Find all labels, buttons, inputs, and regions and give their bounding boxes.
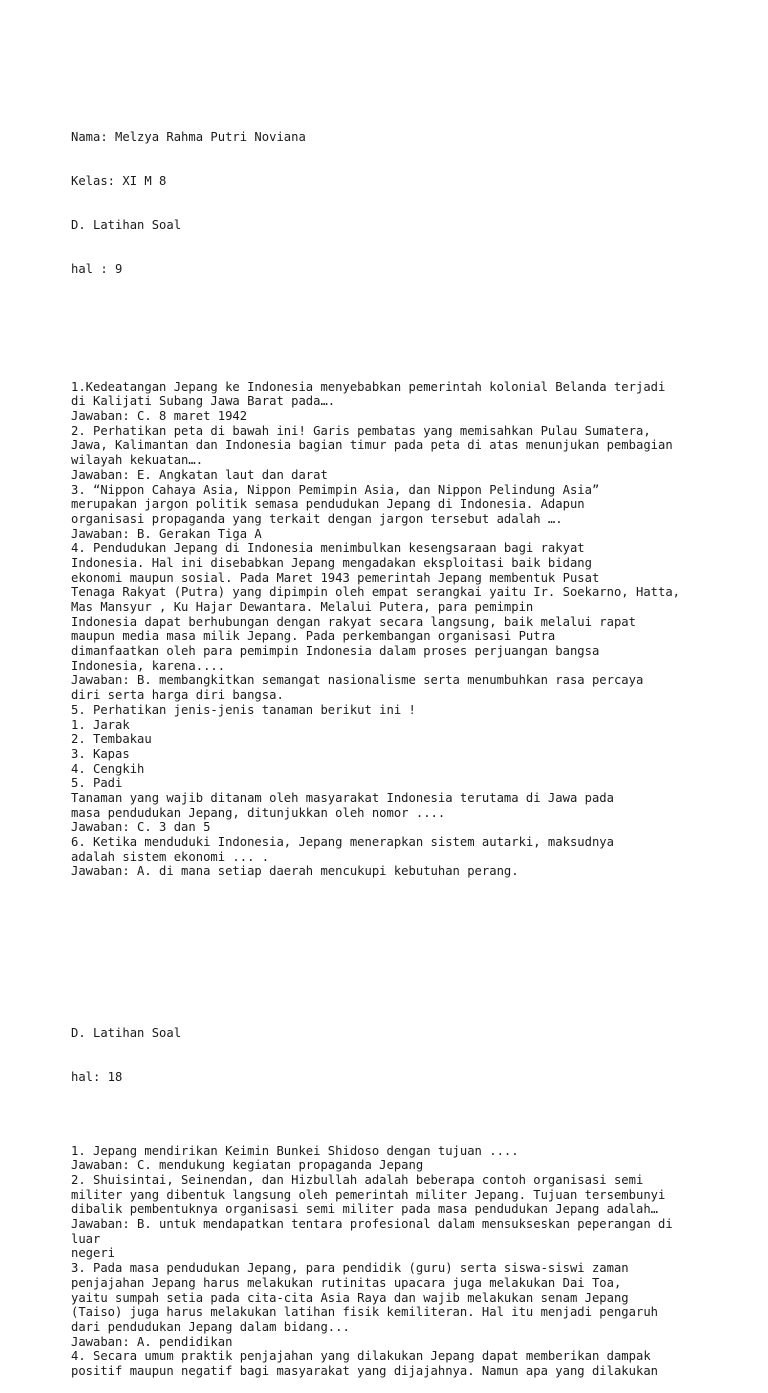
text-line: (Taiso) juga harus melakukan latihan fisik kemiliteran. Hal itu menjadi pengaruh [71,1305,658,1320]
text-line: Jawaban: A. pendidikan [71,1334,233,1349]
text-line: Jawaban: B. Gerakan Tiga A [71,526,262,541]
text-line: maupun media masa milik Jepang. Pada perkembangan organisasi Putra [71,629,556,644]
text-line: di Kalijati Subang Jawa Barat pada…. [71,394,336,409]
spacer [71,908,761,923]
text-line: 3. “Nippon Cahaya Asia, Nippon Pemimpin Asia, dan Nippon Pelindung Asia” [71,482,600,497]
text-line: 4. Cengkih [71,761,145,776]
text-line: positif maupun negatif bagi masyarakat yang dijajahnya. Namun apa yang dilakukan [71,1363,658,1378]
question-list-1 [71,380,761,879]
text-line: 1. Jarak [71,717,130,732]
text-line: 2. Tembakau [71,732,152,747]
student-name: Nama: Melzya Rahma Putri Noviana [71,129,306,144]
text-line: wilayah kekuatan…. [71,453,204,468]
text-line: 1. Jepang mendirikan Keimin Bunkei Shidoso dengan tujuan .... [71,1143,519,1158]
text-line: Indonesia. Hal ini disebabkan Jepang mengadakan eksploitasi baik bidang [71,555,592,570]
spacer [71,336,761,351]
text-line: 5. Padi [71,776,123,791]
text-line: 3. Pada masa pendudukan Jepang, para pendidik (guru) serta siswa-siswi zaman [71,1261,629,1276]
text-line: Jawaban: A. di mana setiap daerah mencukupi kebutuhan perang. [71,864,519,879]
text-line: penjajahan Jepang harus melakukan rutinitas upacara juga melakukan Dai Toa, [71,1275,622,1290]
text-line: organisasi propaganda yang terkait dengan jargon tersebut adalah …. [71,511,563,526]
section-2-header [71,997,761,1115]
spacer [71,953,761,968]
text-line: 5. Perhatikan jenis-jenis tanaman berikut ini ! [71,702,416,717]
text-line: Indonesia, karena.... [71,658,226,673]
text-line: 1.Kedeatangan Jepang ke Indonesia menyebabkan pemerintah kolonial Belanda terjadi [71,379,666,394]
section-title-2: D. Latihan Soal [71,1026,182,1041]
text-line: Jawaban: E. Angkatan laut dan darat [71,467,328,482]
text-line: dimanfaatkan oleh para pemimpin Indonesia dalam proses perjuangan bangsa [71,644,600,659]
text-line: 4. Pendudukan Jepang di Indonesia menimbulkan kesengsaraan bagi rakyat [71,541,585,556]
text-line: Jawaban: C. mendukung kegiatan propaganda Jepang [71,1158,424,1173]
document-page [71,71,761,1393]
text-line: Jawaban: C. 8 maret 1942 [71,409,248,424]
text-line: dibalik pembentuknya organisasi semi militer pada masa pendudukan Jepang adalah… [71,1202,658,1217]
page-reference-2: hal: 18 [71,1070,123,1085]
question-list-2 [71,1144,761,1379]
text-line: Tanaman yang wajib ditanam oleh masyarakat Indonesia terutama di Jawa pada [71,790,614,805]
text-line: Jawaban: B. untuk mendapatkan tentara profesional dalam mensukseskan peperangan di [71,1217,673,1232]
text-line: Mas Mansyur , Ku Hajar Dewantara. Melalui Putera, para pemimpin [71,600,534,614]
text-line: ekonomi maupun sosial. Pada Maret 1943 pemerintah Jepang membentuk Pusat [71,570,600,585]
text-line: dari pendudukan Jepang dalam bidang... [71,1319,350,1334]
text-line: 4. Secara umum praktik penjajahan yang dilakukan Jepang dapat memberikan dampak [71,1349,651,1364]
document-header [71,100,761,306]
text-line: 6. Ketika menduduki Indonesia, Jepang menerapkan sistem autarki, maksudnya [71,835,614,849]
text-line: diri serta harga diri bangsa. [71,688,284,703]
page-reference: hal : 9 [71,262,123,277]
text-line: luar [71,1231,101,1246]
text-line: masa pendudukan Jepang, ditunjukkan oleh nomor .... [71,805,446,820]
text-line: yaitu sumpah setia pada cita-cita Asia Raya dan wajib melakukan senam Jepang [71,1290,629,1305]
section-title: D. Latihan Soal [71,218,182,232]
text-line: Jawa, Kalimantan dan Indonesia bagian timur pada peta di atas menunjukan pembagian [71,438,673,453]
text-line: Jawaban: B. membangkitkan semangat nasionalisme serta menumbuhkan rasa percaya [71,673,644,688]
text-line: Indonesia dapat berhubungan dengan rakyat secara langsung, baik melalui rapat [71,614,636,629]
text-line: merupakan jargon politik semasa pendudukan Jepang di Indonesia. Adapun [71,497,585,512]
text-line: negeri [71,1246,116,1261]
text-line: 2. Shuisintai, Seinendan, dan Hizbullah adalah beberapa contoh organisasi semi [71,1173,644,1188]
text-line: 3. Kapas [71,746,130,761]
text-line: 2. Perhatikan peta di bawah ini! Garis pembatas yang memisahkan Pulau Sumatera, [71,423,651,438]
text-line: militer yang dibentuk langsung oleh pemerintah militer Jepang. Tujuan tersembunyi [71,1187,666,1202]
student-class: Kelas: XI M 8 [71,173,167,188]
text-line: Jawaban: C. 3 dan 5 [71,820,211,835]
text-line: adalah sistem ekonomi ... . [71,849,270,864]
text-line: Tenaga Rakyat (Putra) yang dipimpin oleh empat serangkai yaitu Ir. Soekarno, Hatta, [71,585,681,600]
